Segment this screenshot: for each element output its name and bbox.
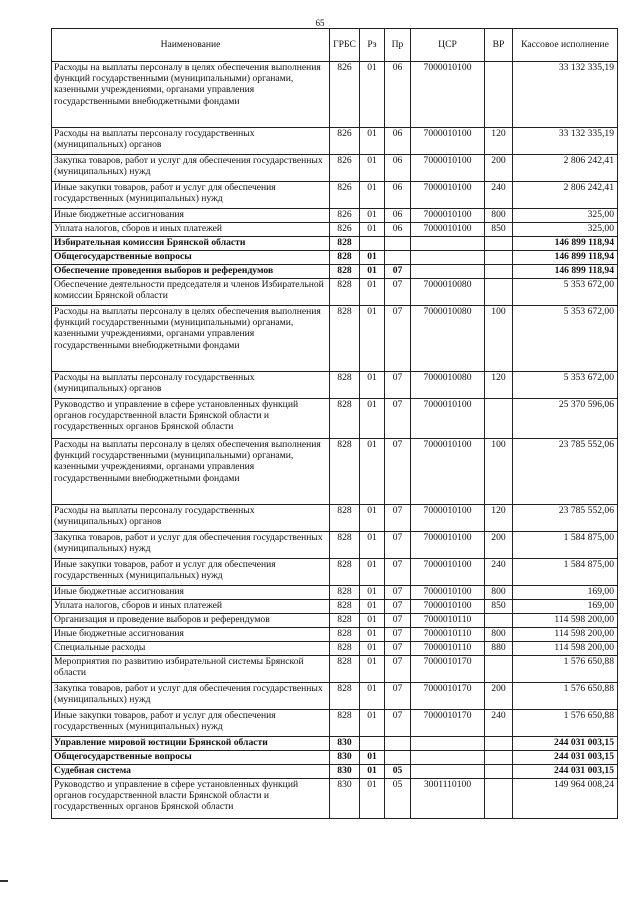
cell-grbs: 828 <box>330 532 360 559</box>
table-row <box>52 62 618 128</box>
cell-csr <box>411 737 485 751</box>
cell-name: Расходы на выплаты персоналу государственных (муниципальных) органов <box>52 372 330 399</box>
cell-amount: 244 031 003,15 <box>513 765 618 779</box>
cell-grbs: 828 <box>330 642 360 656</box>
cell-csr: 7000010100 <box>411 399 485 439</box>
cell-csr: 7000010100 <box>411 505 485 532</box>
cell-pr: 06 <box>385 128 411 155</box>
cell-grbs: 828 <box>330 586 360 600</box>
cell-grbs: 826 <box>330 182 360 209</box>
cell-grbs: 826 <box>330 223 360 237</box>
cell-grbs: 828 <box>330 505 360 532</box>
cell-pr <box>385 251 411 265</box>
cell-grbs: 830 <box>330 779 360 819</box>
cell-amount: 1 584 875,00 <box>513 559 618 586</box>
cell-vr <box>485 779 513 819</box>
cell-grbs: 828 <box>330 600 360 614</box>
cell-csr: 7000010100 <box>411 182 485 209</box>
cell-vr <box>485 656 513 683</box>
cell-name: Обеспечение проведения выборов и референдумов <box>52 265 330 279</box>
cell-grbs: 828 <box>330 614 360 628</box>
cell-pr: 07 <box>385 628 411 642</box>
cell-name: Мероприятия по развитию избирательной системы Брянской области <box>52 656 330 683</box>
header-pr: Пр <box>385 29 411 62</box>
cell-amount: 2 806 242,41 <box>513 182 618 209</box>
cell-csr <box>411 237 485 251</box>
cell-csr: 7000010100 <box>411 155 485 182</box>
cell-rz: 01 <box>360 532 385 559</box>
cell-pr: 06 <box>385 209 411 223</box>
table-row <box>52 155 618 182</box>
table-row <box>52 223 618 237</box>
cell-rz: 01 <box>360 223 385 237</box>
cell-vr <box>485 279 513 306</box>
cell-amount: 149 964 008,24 <box>513 779 618 819</box>
table-row <box>52 765 618 779</box>
cell-vr: 100 <box>485 439 513 505</box>
cell-vr <box>485 62 513 128</box>
cell-rz: 01 <box>360 505 385 532</box>
cell-csr: 7000010100 <box>411 439 485 505</box>
cell-csr: 7000010100 <box>411 209 485 223</box>
table-row <box>52 600 618 614</box>
table-row <box>52 710 618 737</box>
cell-csr <box>411 765 485 779</box>
table-row <box>52 683 618 710</box>
cell-grbs: 830 <box>330 737 360 751</box>
cell-amount: 23 785 552,06 <box>513 439 618 505</box>
cell-rz: 01 <box>360 642 385 656</box>
cell-name: Общегосударственные вопросы <box>52 751 330 765</box>
cell-pr: 06 <box>385 223 411 237</box>
header-amount: Кассовое исполнение <box>513 29 618 62</box>
cell-csr: 7000010100 <box>411 600 485 614</box>
cell-name: Расходы на выплаты персоналу государственных (муниципальных) органов <box>52 505 330 532</box>
cell-name: Управление мировой юстиции Брянской области <box>52 737 330 751</box>
cell-csr: 7000010170 <box>411 683 485 710</box>
cell-amount: 1 584 875,00 <box>513 532 618 559</box>
cell-grbs: 828 <box>330 683 360 710</box>
page-number: 65 <box>315 18 325 28</box>
cell-amount: 5 353 672,00 <box>513 306 618 372</box>
cell-rz: 01 <box>360 155 385 182</box>
cell-grbs: 828 <box>330 372 360 399</box>
cell-csr: 7000010100 <box>411 62 485 128</box>
budget-table <box>51 28 618 819</box>
cell-grbs: 828 <box>330 251 360 265</box>
cell-grbs: 828 <box>330 306 360 372</box>
cell-rz <box>360 237 385 251</box>
cell-name: Закупка товаров, работ и услуг для обеспечения государственных (муниципальных) нужд <box>52 532 330 559</box>
cell-rz: 01 <box>360 559 385 586</box>
table-row <box>52 251 618 265</box>
cell-name: Иные бюджетные ассигнования <box>52 628 330 642</box>
table-row <box>52 559 618 586</box>
cell-pr: 07 <box>385 532 411 559</box>
table-row <box>52 306 618 372</box>
cell-amount: 325,00 <box>513 223 618 237</box>
cell-name: Закупка товаров, работ и услуг для обеспечения государственных (муниципальных) нужд <box>52 683 330 710</box>
cell-amount: 1 576 650,88 <box>513 710 618 737</box>
cell-rz: 01 <box>360 600 385 614</box>
table-row <box>52 505 618 532</box>
cell-rz: 01 <box>360 628 385 642</box>
cell-vr: 200 <box>485 532 513 559</box>
table-row <box>52 751 618 765</box>
cell-csr: 7000010100 <box>411 559 485 586</box>
cell-vr: 880 <box>485 642 513 656</box>
cell-csr: 7000010170 <box>411 656 485 683</box>
table-row <box>52 737 618 751</box>
cell-rz: 01 <box>360 439 385 505</box>
cell-amount: 244 031 003,15 <box>513 737 618 751</box>
cell-grbs: 828 <box>330 439 360 505</box>
cell-amount: 23 785 552,06 <box>513 505 618 532</box>
cell-amount: 5 353 672,00 <box>513 279 618 306</box>
cell-name: Иные закупки товаров, работ и услуг для обеспечения государственных (муниципальных) нужд <box>52 182 330 209</box>
cell-rz: 01 <box>360 265 385 279</box>
cell-grbs: 828 <box>330 710 360 737</box>
table-row <box>52 182 618 209</box>
cell-amount: 169,00 <box>513 586 618 600</box>
table-row <box>52 399 618 439</box>
cell-name: Специальные расходы <box>52 642 330 656</box>
cell-grbs: 828 <box>330 279 360 306</box>
cell-amount: 33 132 335,19 <box>513 128 618 155</box>
cell-pr: 07 <box>385 505 411 532</box>
cell-pr: 05 <box>385 779 411 819</box>
cell-csr: 7000010100 <box>411 128 485 155</box>
cell-vr: 120 <box>485 128 513 155</box>
cell-pr: 07 <box>385 656 411 683</box>
cell-amount: 244 031 003,15 <box>513 751 618 765</box>
cell-name: Расходы на выплаты персоналу государственных (муниципальных) органов <box>52 128 330 155</box>
cell-amount: 5 353 672,00 <box>513 372 618 399</box>
cell-vr <box>485 251 513 265</box>
cell-csr: 7000010080 <box>411 306 485 372</box>
cell-vr: 800 <box>485 209 513 223</box>
cell-name: Избирательная комиссия Брянской области <box>52 237 330 251</box>
cell-pr: 07 <box>385 600 411 614</box>
cell-name: Обеспечение деятельности председателя и членов Избирательной комиссии Брянской области <box>52 279 330 306</box>
cell-pr: 07 <box>385 710 411 737</box>
cell-pr: 07 <box>385 279 411 306</box>
cell-csr: 7000010110 <box>411 642 485 656</box>
cell-name: Иные бюджетные ассигнования <box>52 586 330 600</box>
cell-amount: 114 598 200,00 <box>513 614 618 628</box>
cell-grbs: 826 <box>330 128 360 155</box>
table-row <box>52 656 618 683</box>
cell-vr: 200 <box>485 155 513 182</box>
cell-pr: 06 <box>385 62 411 128</box>
cell-pr: 07 <box>385 559 411 586</box>
cell-vr: 800 <box>485 628 513 642</box>
cell-amount: 146 899 118,94 <box>513 237 618 251</box>
cell-name: Расходы на выплаты персоналу в целях обеспечения выполнения функций государственными (муниципальными) органами, казенными учреждениями, органами управления государственными внебюджетными фондами <box>52 439 330 505</box>
cell-grbs: 826 <box>330 155 360 182</box>
table-row <box>52 614 618 628</box>
cell-csr: 7000010100 <box>411 532 485 559</box>
cell-csr: 7000010110 <box>411 628 485 642</box>
cell-pr <box>385 737 411 751</box>
table-row <box>52 779 618 819</box>
cell-grbs: 828 <box>330 656 360 683</box>
cell-grbs: 830 <box>330 751 360 765</box>
cell-amount: 169,00 <box>513 600 618 614</box>
cell-rz: 01 <box>360 614 385 628</box>
cell-name: Иные закупки товаров, работ и услуг для обеспечения государственных (муниципальных) нужд <box>52 559 330 586</box>
cell-name: Руководство и управление в сфере установленных функций органов государственной власти Брянской области и государственных органов Брянской области <box>52 399 330 439</box>
cell-csr: 7000010110 <box>411 614 485 628</box>
cell-pr <box>385 751 411 765</box>
table-row <box>52 279 618 306</box>
cell-vr: 240 <box>485 182 513 209</box>
cell-vr: 120 <box>485 505 513 532</box>
cell-name: Организация и проведение выборов и референдумов <box>52 614 330 628</box>
cell-grbs: 828 <box>330 265 360 279</box>
cell-rz: 01 <box>360 62 385 128</box>
cell-amount: 1 576 650,88 <box>513 683 618 710</box>
cell-amount: 325,00 <box>513 209 618 223</box>
cell-csr <box>411 251 485 265</box>
cell-vr <box>485 399 513 439</box>
cell-csr: 7000010170 <box>411 710 485 737</box>
cell-rz: 01 <box>360 251 385 265</box>
cell-name: Руководство и управление в сфере установленных функций органов государственной власти Брянской области и государственных органов Брянской области <box>52 779 330 819</box>
cell-csr: 7000010080 <box>411 279 485 306</box>
header-row <box>52 29 618 62</box>
header-name: Наименование <box>52 29 330 62</box>
cell-name: Общегосударственные вопросы <box>52 251 330 265</box>
cell-pr: 07 <box>385 372 411 399</box>
cell-grbs: 830 <box>330 765 360 779</box>
cell-grbs: 828 <box>330 628 360 642</box>
cell-pr: 07 <box>385 642 411 656</box>
cell-pr: 07 <box>385 614 411 628</box>
cell-vr <box>485 751 513 765</box>
cell-vr <box>485 765 513 779</box>
cell-rz: 01 <box>360 182 385 209</box>
cell-rz: 01 <box>360 372 385 399</box>
cell-amount: 114 598 200,00 <box>513 628 618 642</box>
cell-rz: 01 <box>360 710 385 737</box>
cell-name: Расходы на выплаты персоналу в целях обеспечения выполнения функций государственными (муниципальными) органами, казенными учреждениями, органами управления государственными внебюджетными фондами <box>52 306 330 372</box>
cell-rz: 01 <box>360 306 385 372</box>
cell-pr: 07 <box>385 265 411 279</box>
cell-vr: 800 <box>485 586 513 600</box>
cell-csr: 3001110100 <box>411 779 485 819</box>
header-rz: Рз <box>360 29 385 62</box>
cell-pr: 07 <box>385 399 411 439</box>
cell-vr <box>485 737 513 751</box>
cell-rz: 01 <box>360 209 385 223</box>
cell-rz: 01 <box>360 399 385 439</box>
cell-amount: 2 806 242,41 <box>513 155 618 182</box>
cell-pr: 07 <box>385 586 411 600</box>
table-row <box>52 237 618 251</box>
header-csr: ЦСР <box>411 29 485 62</box>
cell-csr: 7000010080 <box>411 372 485 399</box>
page-edge-mark <box>0 880 8 882</box>
cell-pr: 06 <box>385 155 411 182</box>
cell-name: Иные бюджетные ассигнования <box>52 209 330 223</box>
cell-pr: 07 <box>385 683 411 710</box>
cell-name: Закупка товаров, работ и услуг для обеспечения государственных (муниципальных) нужд <box>52 155 330 182</box>
cell-rz: 01 <box>360 765 385 779</box>
cell-name: Расходы на выплаты персоналу в целях обеспечения выполнения функций государственными (муниципальными) органами, казенными учреждениями, органами управления государственными внебюджетными фондами <box>52 62 330 128</box>
cell-rz: 01 <box>360 128 385 155</box>
table-row <box>52 439 618 505</box>
cell-amount: 25 370 596,06 <box>513 399 618 439</box>
cell-amount: 1 576 650,88 <box>513 656 618 683</box>
cell-amount: 146 899 118,94 <box>513 265 618 279</box>
table-row <box>52 586 618 600</box>
cell-rz: 01 <box>360 586 385 600</box>
cell-csr <box>411 751 485 765</box>
table-row <box>52 532 618 559</box>
cell-grbs: 826 <box>330 62 360 128</box>
cell-name: Иные закупки товаров, работ и услуг для обеспечения государственных (муниципальных) нужд <box>52 710 330 737</box>
table-row <box>52 642 618 656</box>
cell-csr <box>411 265 485 279</box>
cell-name: Уплата налогов, сборов и иных платежей <box>52 600 330 614</box>
cell-name: Уплата налогов, сборов и иных платежей <box>52 223 330 237</box>
cell-grbs: 826 <box>330 209 360 223</box>
cell-rz: 01 <box>360 279 385 306</box>
table-row <box>52 209 618 223</box>
cell-vr: 850 <box>485 600 513 614</box>
cell-rz: 01 <box>360 656 385 683</box>
cell-rz: 01 <box>360 683 385 710</box>
cell-csr: 7000010100 <box>411 586 485 600</box>
cell-pr: 07 <box>385 306 411 372</box>
cell-vr: 240 <box>485 559 513 586</box>
cell-vr: 240 <box>485 710 513 737</box>
cell-grbs: 828 <box>330 399 360 439</box>
cell-pr: 07 <box>385 439 411 505</box>
cell-pr: 05 <box>385 765 411 779</box>
header-vr: ВР <box>485 29 513 62</box>
cell-amount: 146 899 118,94 <box>513 251 618 265</box>
cell-rz <box>360 737 385 751</box>
cell-vr: 100 <box>485 306 513 372</box>
cell-vr: 120 <box>485 372 513 399</box>
cell-vr <box>485 614 513 628</box>
cell-vr <box>485 265 513 279</box>
header-grbs: ГРБС <box>330 29 360 62</box>
table-body <box>52 62 618 819</box>
cell-rz: 01 <box>360 779 385 819</box>
cell-pr: 06 <box>385 182 411 209</box>
cell-vr: 850 <box>485 223 513 237</box>
cell-csr: 7000010100 <box>411 223 485 237</box>
cell-grbs: 828 <box>330 559 360 586</box>
table-row <box>52 265 618 279</box>
cell-vr <box>485 237 513 251</box>
cell-name: Судебная система <box>52 765 330 779</box>
table-row <box>52 628 618 642</box>
cell-amount: 114 598 200,00 <box>513 642 618 656</box>
cell-grbs: 828 <box>330 237 360 251</box>
cell-vr: 200 <box>485 683 513 710</box>
table-row <box>52 128 618 155</box>
cell-pr <box>385 237 411 251</box>
cell-rz: 01 <box>360 751 385 765</box>
cell-amount: 33 132 335,19 <box>513 62 618 128</box>
table-row <box>52 372 618 399</box>
